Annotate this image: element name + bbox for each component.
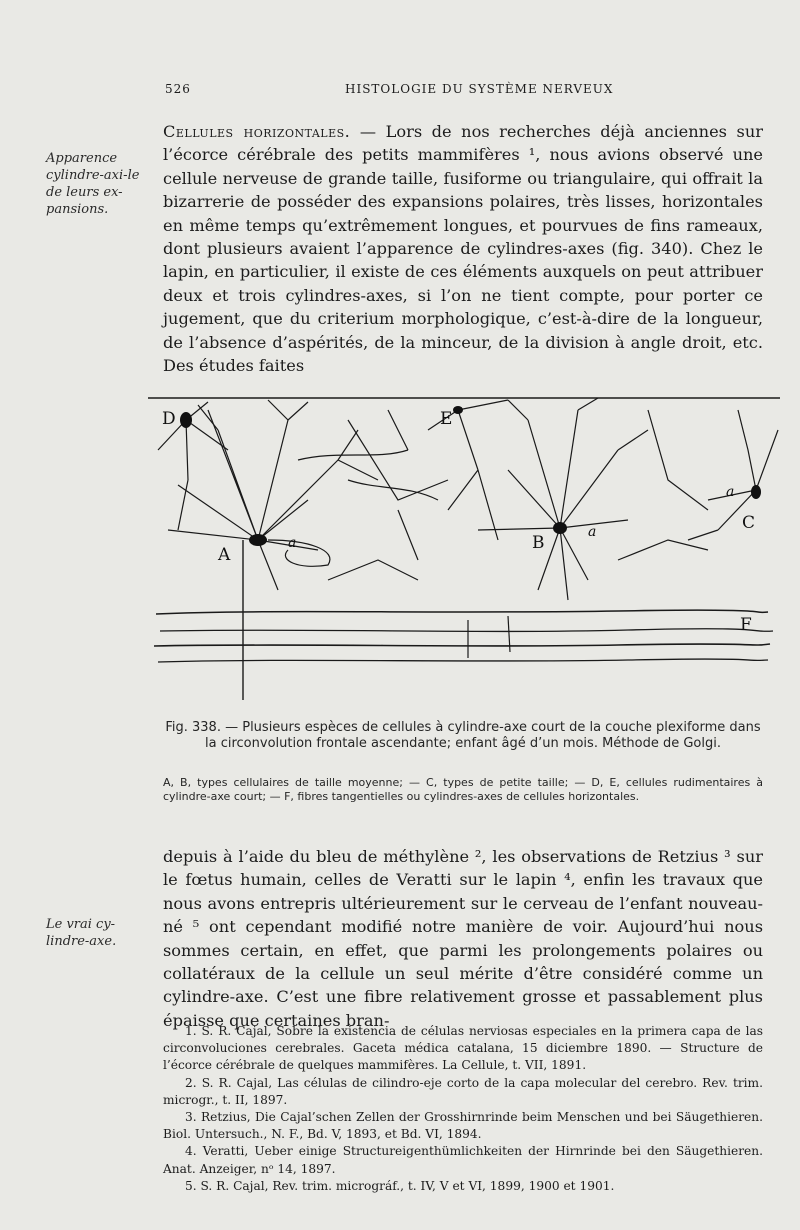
label-c: C	[742, 513, 756, 533]
footnote: 1. S. R. Cajal, Sobre la existencia de células nerviosas especiales en la primera capa de las circonvoluciones cerebrales. Gaceta médica catalana, 15 diciembre 1890. — Structure de l’écorce cérébrale de quelques mammifères. La Cellule, t. VII, 1891.	[163, 1024, 763, 1073]
paragraph-text: — Lors de nos recherches déjà anciennes sur l’écorce cérébrale des petits mammifères ¹, nous avions observé une cellule nerveuse de grande taille, fusiforme ou triangulaire, qui offrait la bizarrerie de posséder des expansions polaires, très lisses, horizontales en même temps qu’extrêmement longues, et pourvues de fins rameaux, dont plusieurs avaient l’apparence de cylindres-axes (fig. 340). Chez le lapin, en particulier, il existe de ces éléments auxquels on peut attribuer deux et trois cylindres-axes, si l’on ne tient compte, pour porter ce jugement, que du criterium morphologique, c’est-à-dire de la longueur, de l’absence d’aspérités, de la minceur, de la division à angle droit, etc. Des études faites	[163, 122, 763, 376]
margin-note-vrai-cylindre-axe: Le vrai cy-lindre-axe.	[46, 917, 117, 949]
label-a: A	[218, 545, 231, 565]
footnote: 3. Retzius, Die Cajal’schen Zellen der Grosshirnrinde beim Menschen und bei Säugethieren. Biol. Untersuch., N. F., Bd. V, 1893, et Bd. VI, 1894.	[163, 1110, 763, 1142]
running-title: HISTOLOGIE DU SYSTÈME NERVEUX	[345, 82, 614, 96]
figure-legend: A, B, types cellulaires de taille moyenne; — C, types de petite taille; — D, E, cellules rudimentaires à cylindre-axe court; — F, fibres tangentielles ou cylindres-axes de cellules horizontales.	[163, 776, 763, 803]
label-a-axon: a	[588, 524, 597, 540]
footnote: 2. S. R. Cajal, Las células de cilindro-eje corto de la capa molecular del cerebro. Rev. trim. microgr., t. II, 1897.	[163, 1075, 763, 1107]
paragraph-vrai-cylindre-axe: depuis à l’aide du bleu de méthylène ², les observations de Retzius ³ sur le fœtus humain, celles de Veratti sur le lapin ⁴, enfin les travaux que nous avons entrepris ultérieurement sur le cerveau de l’enfant nouveau-né ⁵ ont cependant modifié notre manière de voir. Aujourd’hui nous sommes certain, en effet, que parmi les prolongements polaires ou collatéraux de la cellule un seul mérite d’être considéré comme un cylindre-axe. C’est une fibre relativement grosse et passablement plus épaisse que certaines bran-	[163, 847, 763, 1030]
figure-cell-bodies	[180, 406, 761, 546]
label-e: E	[440, 409, 453, 429]
paragraph-horizontal-cells	[163, 120, 763, 377]
section-heading: Cellules horizontales.	[163, 122, 351, 141]
footnotes	[163, 1023, 763, 1195]
footnote: 5. S. R. Cajal, Rev. trim. micrográf., t. IV, V et VI, 1899, 1900 et 1901.	[185, 1178, 615, 1193]
running-header	[0, 82, 800, 102]
margin-note-apparence: Apparence cylindre-axi-le de leurs ex-pansions.	[46, 151, 140, 217]
figure-338-golgi-drawing	[148, 390, 780, 702]
label-d: D	[162, 409, 176, 429]
label-f: F	[740, 615, 752, 635]
footnote: 4. Veratti, Ueber einige Structureigenthümlichkeiten der Hirnrinde bei den Säugethieren. Anat. Anzeiger, nᵒ 14, 1897.	[163, 1144, 763, 1176]
figure-lines	[148, 398, 780, 700]
label-a-axon: a	[726, 484, 735, 500]
label-b: B	[532, 533, 545, 553]
page-number: 526	[165, 82, 191, 96]
label-a-axon: a	[288, 535, 297, 551]
figure-caption: Fig. 338. — Plusieurs espèces de cellules à cylindre-axe court de la couche plexiforme dans la circonvolution frontale ascendante; enfant âgé d’un mois. Méthode de Golgi.	[165, 720, 761, 751]
